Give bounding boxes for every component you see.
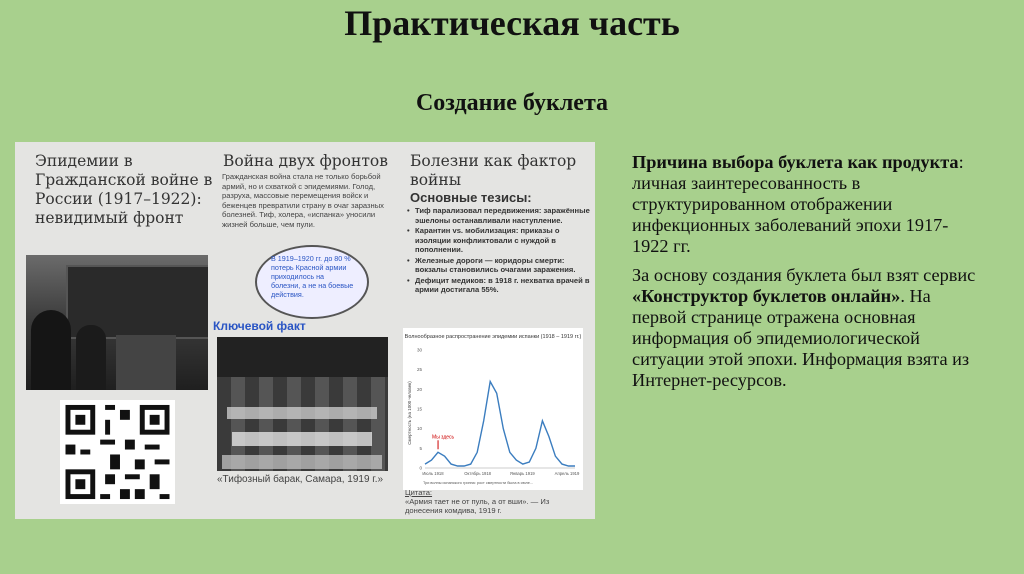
quote-label: Цитата: xyxy=(405,488,433,497)
qr-code xyxy=(60,400,175,504)
service-start: За основу создания буклета был взят сервис xyxy=(632,265,976,285)
y-tick-label: 5 xyxy=(419,445,422,451)
y-tick-label: 25 xyxy=(416,367,422,373)
bubble-text: В 1919–1920 гг. до 80 % потерь Красной армии приходилось на болезни, а не на боевые действия. xyxy=(271,254,354,299)
description-text xyxy=(632,152,977,399)
x-tick-label: Январь 1919 xyxy=(509,471,535,476)
chart-note: Три волны испанского гриппа: рост смертности была в июле... xyxy=(423,481,533,485)
photo-caption: «Тифозный барак, Самара, 1919 г.» xyxy=(217,474,384,485)
qr-code-graphic xyxy=(60,400,175,504)
y-tick-label: 0 xyxy=(419,465,422,471)
quote-block xyxy=(405,488,585,515)
thesis-item: • Карантин vs. мобилизация: приказы о изоляции конфликтовали с нуждой в пополнении. xyxy=(407,226,592,255)
reason-rest: : личная заинтересованность в структурированном отображении инфекционных заболеваний эпохи 1917-1922 гг. xyxy=(632,152,964,256)
theses-heading: Основные тезисы: xyxy=(410,190,532,205)
influenza-chart xyxy=(403,328,583,490)
typhus-barrack-photo xyxy=(217,337,388,471)
reason-paragraph xyxy=(632,152,977,257)
service-paragraph xyxy=(632,265,977,391)
y-tick-label: 10 xyxy=(416,426,422,432)
chart-svg xyxy=(403,328,583,490)
key-fact-label: Ключевой факт xyxy=(213,319,306,333)
train-photo xyxy=(26,255,208,390)
chart-ylabel: Смертность (на 1000 человек) xyxy=(407,381,412,445)
reason-bold: Причина выбора буклета как продукта xyxy=(632,152,959,172)
thesis-item: • Дефицит медиков: в 1918 г. нехватка врачей в армии достигала 55%. xyxy=(407,276,592,295)
booklet-col2-text: Гражданская война стала не только борьбой армий, но и схваткой с эпидемиями. Голод, разруха, массовые перемещения войск и беженцев превратили страну в очаг заразных болезней. Тиф, холера, «испанка» уносили жизней больше, чем пули. xyxy=(222,172,384,229)
service-rest: . На первой странице отражена основная информация об эпидемиологической ситуации этой эпохи. Информация взята из Интернет-ресурсов. xyxy=(632,286,970,390)
y-tick-label: 20 xyxy=(416,386,422,392)
y-tick-label: 15 xyxy=(416,406,422,412)
chart-title: Волнообразное распространение эпидемии испанки (1918 – 1919 гг.) xyxy=(404,334,582,340)
series-line xyxy=(425,382,575,467)
slide-subtitle: Создание буклета xyxy=(415,90,609,116)
chart-annotation: Мы здесь xyxy=(432,434,455,441)
booklet-col1-heading: Эпидемии в Гражданской войне в России (1917–1922): невидимый фронт xyxy=(35,152,213,227)
theses-list xyxy=(407,206,592,296)
booklet-col2-heading: Война двух фронтов xyxy=(223,152,388,170)
x-tick-label: Апрель 1919 xyxy=(554,471,580,476)
thesis-item: • Тиф парализовал передвижения: заражённые эшелоны останавливали наступление. xyxy=(407,206,592,225)
booklet-col3-heading: Болезни как фактор войны xyxy=(410,152,577,189)
slide-title: Практическая часть xyxy=(344,3,680,43)
x-tick-label: Октябрь 1918 xyxy=(464,471,492,476)
thesis-item: • Железные дороги — коридоры смерти: вокзалы становились очагами заражения. xyxy=(407,256,592,275)
service-bold: «Конструктор буклетов онлайн» xyxy=(632,286,901,306)
x-tick-label: Июль 1918 xyxy=(422,471,444,476)
booklet-image xyxy=(15,142,595,519)
y-tick-label: 30 xyxy=(416,347,422,353)
quote-text: «Армия тает не от пуль, а от вши». — Из донесения комдива, 1919 г. xyxy=(405,497,550,515)
